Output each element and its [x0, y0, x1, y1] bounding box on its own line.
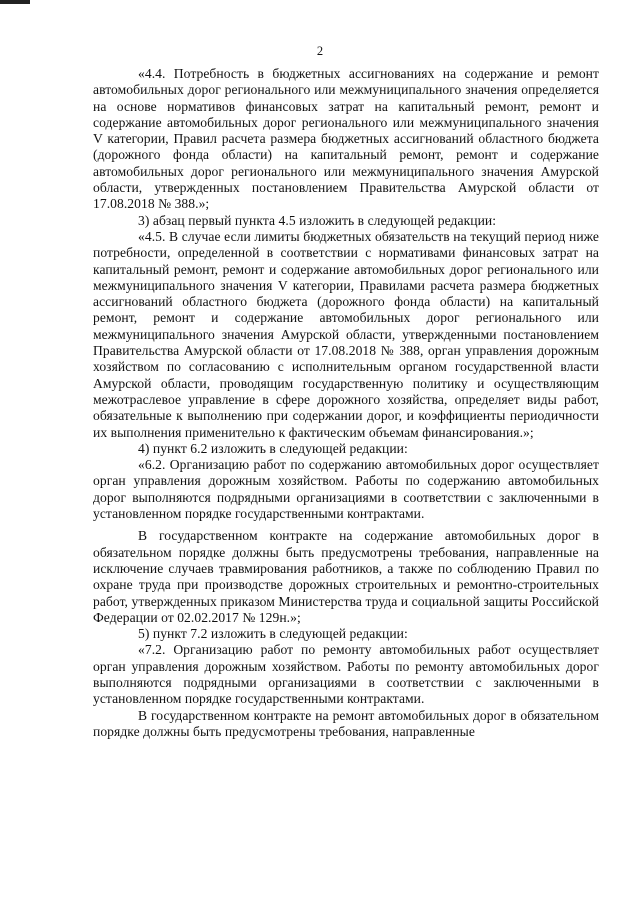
paragraph-7-2: «7.2. Организацию работ по ремонту автомобильных работ осуществляет орган управления дорожным хозяйством. Работы по ремонту автомобильных дорог выполняются подрядными организациями в соответствии с заключенными в установленном порядке государственными контрактами. [93, 642, 599, 707]
document-body [93, 66, 599, 740]
paragraph-instruction-4: 4) пункт 6.2 изложить в следующей редакции: [138, 440, 408, 456]
paragraph-instruction-3: 3) абзац первый пункта 4.5 изложить в следующей редакции: [138, 212, 497, 228]
paragraph-contract-maintenance: В государственном контракте на содержание автомобильных дорог в обязательном порядке должны быть предусмотрены требования, направленные на исключение случаев травмирования работников, а также по соблюдению Правил по охране труда при производстве дорожных строительных и ремонтно-строительных работ, утвержденных приказом Министерства труда и социальной защиты Российской Федерации от 02.02.2017 № 129н.»; [93, 528, 599, 625]
paragraph-6-2: «6.2. Организацию работ по содержанию автомобильных дорог осуществляет орган управления дорожным хозяйством. Работы по содержанию автомобильных дорог выполняются подрядными организациями в соответствии с заключенными в установленном порядке государственными контрактами. [93, 457, 599, 522]
paragraph-4-4: «4.4. Потребность в бюджетных ассигнованиях на содержание и ремонт автомобильных дорог регионального или межмуниципального значения определяется на основе нормативов финансовых затрат на капитальный ремонт, ремонт и содержание автомобильных дорог регионального или межмуниципального значения V категории, Правил расчета размера бюджетных ассигнований областного бюджета (дорожного фонда области) на капитальный ремонт, ремонт и содержание автомобильных дорог регионального или межмуниципального значения Амурской области, утвержденных постановлением Правительства Амурской области от 17.08.2018 № 388.»; [93, 66, 599, 212]
paragraph-4-5: «4.5. В случае если лимиты бюджетных обязательств на текущий период ниже потребности, определенной в соответствии с нормативами финансовых затрат на капитальный ремонт, ремонт и содержание автомобильных дорог регионального или межмуниципального значения V категории, Правилами расчета размера бюджетных ассигнований областного бюджета (дорожного фонда области) на капитальный ремонт, ремонт и содержание автомобильных дорог регионального или межмуниципального значения Амурской области, утвержденными постановлением Правительства Амурской области от 17.08.2018 № 388, орган управления дорожным хозяйством по согласованию с исполнительным органом государственной власти Амурской области, проводящим государственную политику и осуществляющим межотраслевое управление в сфере дорожного хозяйства, определяет виды работ, обязательные к выполнению при содержании дорог, и коэффициенты периодичности их выполнения применительно к фактическим объемам финансирования.»; [93, 228, 599, 440]
paragraph-contract-repair: В государственном контракте на ремонт автомобильных дорог в обязательном порядке должны быть предусмотрены требования, направленные [93, 707, 599, 739]
page-number: 2 [316, 44, 324, 58]
paragraph-instruction-5: 5) пункт 7.2 изложить в следующей редакции: [138, 626, 408, 642]
scan-edge-mark [0, 0, 30, 4]
